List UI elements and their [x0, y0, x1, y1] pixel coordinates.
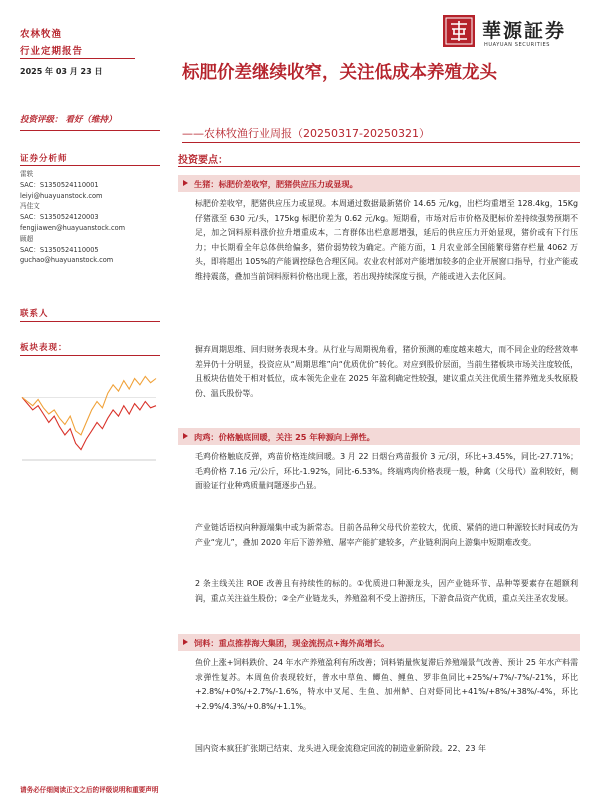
analyst-sac: SAC：S1350524120003: [20, 213, 99, 222]
key-points-divider: [178, 166, 580, 167]
section-paragraph: 毛鸡价格触底反弹，鸡苗价格连续回暖。3 月 22 日烟台鸡苗报价 3 元/羽，环比+3.45%，同比-27.71%；毛鸡价格 7.16 元/公斤，环比-1.92%，同比-6.53%。终端鸡肉价格表现一般，种禽（父母代）盈利较好，侧面验证行业种鸡质量问题逐步凸显。: [195, 452, 578, 491]
analyst-email[interactable]: guchao@huayuanstock.com: [20, 256, 114, 265]
analyst-name: 顾超: [20, 234, 34, 243]
analyst-email[interactable]: fengjiawen@huayuanstock.com: [20, 223, 126, 232]
sector-performance-chart: [18, 360, 160, 470]
analyst-sac: SAC：S1350524110001: [20, 180, 99, 189]
analyst-name: 雷轶: [20, 170, 34, 178]
logo-english-text: HUAYUAN SECURITIES: [484, 42, 551, 48]
report-type: 行业定期报告: [20, 46, 84, 57]
arrow-bullet-icon: [183, 180, 188, 186]
disclaimer-footer: 请务必仔细阅读正文之后的评级说明和重要声明: [20, 786, 159, 794]
rating-divider: [20, 130, 160, 131]
section-paragraph: 产业链话语权向种源端集中或为新常态。目前各品种父母代价差较大，优质、紧俏的进口种源较长时间或仍为产业“宠儿”，叠加 2020 年后下游养殖、屠宰产能扩建较多，产业链利润向上游集中短期难改变。: [195, 523, 578, 547]
arrow-bullet-icon: [183, 639, 188, 645]
company-logo: [420, 12, 580, 54]
report-subtitle: ——农林牧渔行业周报（20250317-20250321）: [182, 127, 430, 140]
section-paragraph: 2 条主线关注 ROE 改善且有持续性的标的。①优质进口种源龙头，因产业链环节、品种等要素存在超额利润，重点关注益生股份；②全产业链龙头，养殖盈利不受上游挤压，下游食品资产优质，重点关注圣农发展。: [195, 579, 578, 603]
analyst-email[interactable]: leiyi@huayuanstock.com: [20, 191, 103, 200]
chart-heading: 板块表现：: [20, 343, 68, 353]
contact-divider: [20, 321, 160, 322]
analyst-name: 冯佳文: [20, 202, 40, 211]
section-paragraph: 国内资本疯狂扩张期已结束、龙头进入现金流稳定回流的制造业新阶段。22、23 年: [195, 744, 486, 753]
section-heading-feed: 饲料：重点推荐海大集团，现金流拐点+海外高增长。: [183, 638, 389, 649]
title-divider: [182, 142, 580, 143]
section-heading-pig: 生猪：标肥价差收窄，肥猪供应压力或显现。: [183, 179, 358, 190]
seal-icon: [442, 14, 476, 48]
analyst-list: [20, 169, 125, 266]
section-paragraph: 标肥价差收窄，肥猪供应压力或显现。本周通过数据最新猪价 14.65 元/kg，出栏均重增至 128.4kg，15Kg 仔猪涨至 630 元/头，175kg 标肥价差为 0.62 元/kg。短期看，市场对后市价格及肥标价差持续强势预期不足，加之饲料原料涨价拉升增重成本，二育群体出栏意愿增强，延后的供应压力开始显现，猪价或有下行压力；中长期看全年总体供给偏多，猪价弱势较为确定。产能方面，1 月农业部全国能繁母猪存栏量 4062 万头，即将超出 105%的产能调控绿色合理区间。农业农村部对产能增加较多的企业开展窗口指导，行业产能或维持震荡，叠加当前饲料原料价格出现上涨，若出现持续深度亏损，产能或进入去化区间。: [195, 199, 578, 281]
header-divider: [20, 58, 135, 59]
report-date: 2025 年 03 月 23 日: [20, 67, 103, 76]
investment-rating: 投资评级： 看好（维持）: [20, 115, 117, 125]
section-heading-chicken: 肉鸡：价格触底回暖，关注 25 年种源向上弹性。: [183, 432, 375, 443]
contact-heading: 联系人: [20, 309, 49, 319]
arrow-bullet-icon: [183, 433, 188, 439]
section-paragraph: 鱼价上涨+饲料跌价、24 年水产养殖盈利有所改善；饲料销量恢复滞后养殖端景气改善、预计 25 年水产料需求弹性复苏。本周鱼价表现较好，普水中草鱼、鲫鱼、鲤鱼、罗非鱼同比+25%/+7%/-7%/-21%，环比+2.8%/+0%/+2.7%/-1.6%，特水中叉尾、生鱼、加州鲈、白对虾同比+41%/+8%/+38%/-4%，环比+2.9%/4.3%/+0.8%/+1.1%。: [195, 658, 578, 711]
logo-text: 華源証券: [482, 20, 567, 42]
report-title: 标肥价差继续收窄，关注低成本养殖龙头: [182, 63, 497, 83]
chart-divider: [20, 355, 160, 356]
analyst-divider: [20, 165, 160, 166]
report-category: 农林牧渔: [20, 29, 63, 40]
analyst-sac: SAC：S1350524110005: [20, 245, 99, 254]
analyst-heading: 证券分析师: [20, 154, 68, 164]
section-paragraph: 摒弃周期思维、回归财务表现本身。从行业与周期视角看，猪价预测的难度越来越大，而不同企业的经营效率差异仍十分明显，投资应从“周期思维”向“优质优价”转化。对应到股价层面，当前生猪板块市场关注度较低，且板块估值处于相对低位，成本领先企业在 2025 年盈利确定性较强，建议重点关注优质生猪养殖龙头牧原股份、温氏股份等。: [195, 345, 578, 398]
key-points-title: 投资要点：: [178, 155, 228, 166]
